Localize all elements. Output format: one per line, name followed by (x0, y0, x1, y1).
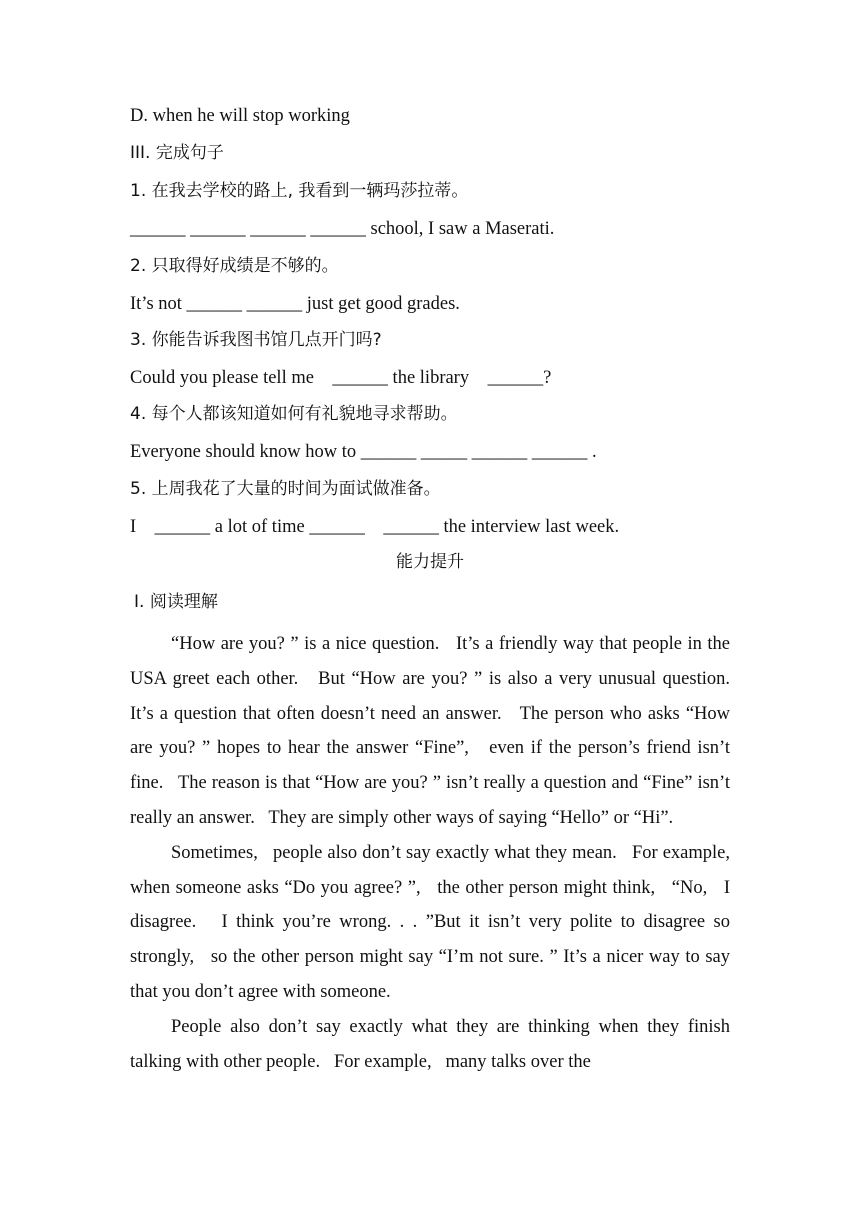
passage-paragraph-2: Sometimes, people also don’t say exactly what they mean. For example, when someone asks “Do you agree? ”, the other person might think, “No, I disagree. I think you’re wrong. . . ”But it isn’t very polite to disagree so strongly, so the other person might say “I’m not sure. ” It’s a nicer way to say that you don’t agree with someone. (130, 842, 744, 1002)
question-4-chinese: 4. 每个人都该知道如何有礼貌地寻求帮助。 (130, 404, 458, 424)
question-3-chinese: 3. 你能告诉我图书馆几点开门吗? (130, 330, 382, 350)
ability-heading: 能力提升 (396, 552, 464, 572)
question-5-chinese: 5. 上周我花了大量的时间为面试做准备。 (130, 479, 441, 499)
question-1-chinese: 1. 在我去学校的路上, 我看到一辆玛莎拉蒂。 (130, 181, 469, 201)
passage-paragraph-1: “How are you? ” is a nice question. It’s a friendly way that people in the USA greet each other. But “How are you? ” is also a very unusual question. It’s a question that often doesn’t need an answer. The person who asks “How are you? ” hopes to hear the answer “Fine”, even if the person’s friend isn’t fine. The reason is that “How are you? ” isn’t really a question and “Fine” isn’t really an answer. They are simply other ways of saying “Hello” or “Hi”. (130, 634, 744, 828)
question-4-english: Everyone should know how to ______ _____ ______ ______ . (130, 442, 597, 462)
question-5-english: I ______ a lot of time ______ ______ the interview last week. (130, 517, 620, 537)
passage-paragraph-3: People also don’t say exactly what they are thinking when they finish talking with other people. For example, many talks over the (130, 1016, 735, 1072)
section-3-title: III. 完成句子 (130, 143, 224, 163)
question-3-english: Could you please tell me ______ the library ______? (130, 368, 552, 388)
option-d: D. when he will stop working (130, 106, 350, 126)
reading-passage (130, 627, 744, 1079)
reading-section-title: Ⅰ. 阅读理解 (134, 592, 218, 612)
question-2-english: It’s not ______ ______ just get good grades. (130, 294, 460, 314)
question-2-chinese: 2. 只取得好成绩是不够的。 (130, 256, 339, 276)
question-1-english: ______ ______ ______ ______ school, I saw a Maserati. (130, 219, 555, 239)
